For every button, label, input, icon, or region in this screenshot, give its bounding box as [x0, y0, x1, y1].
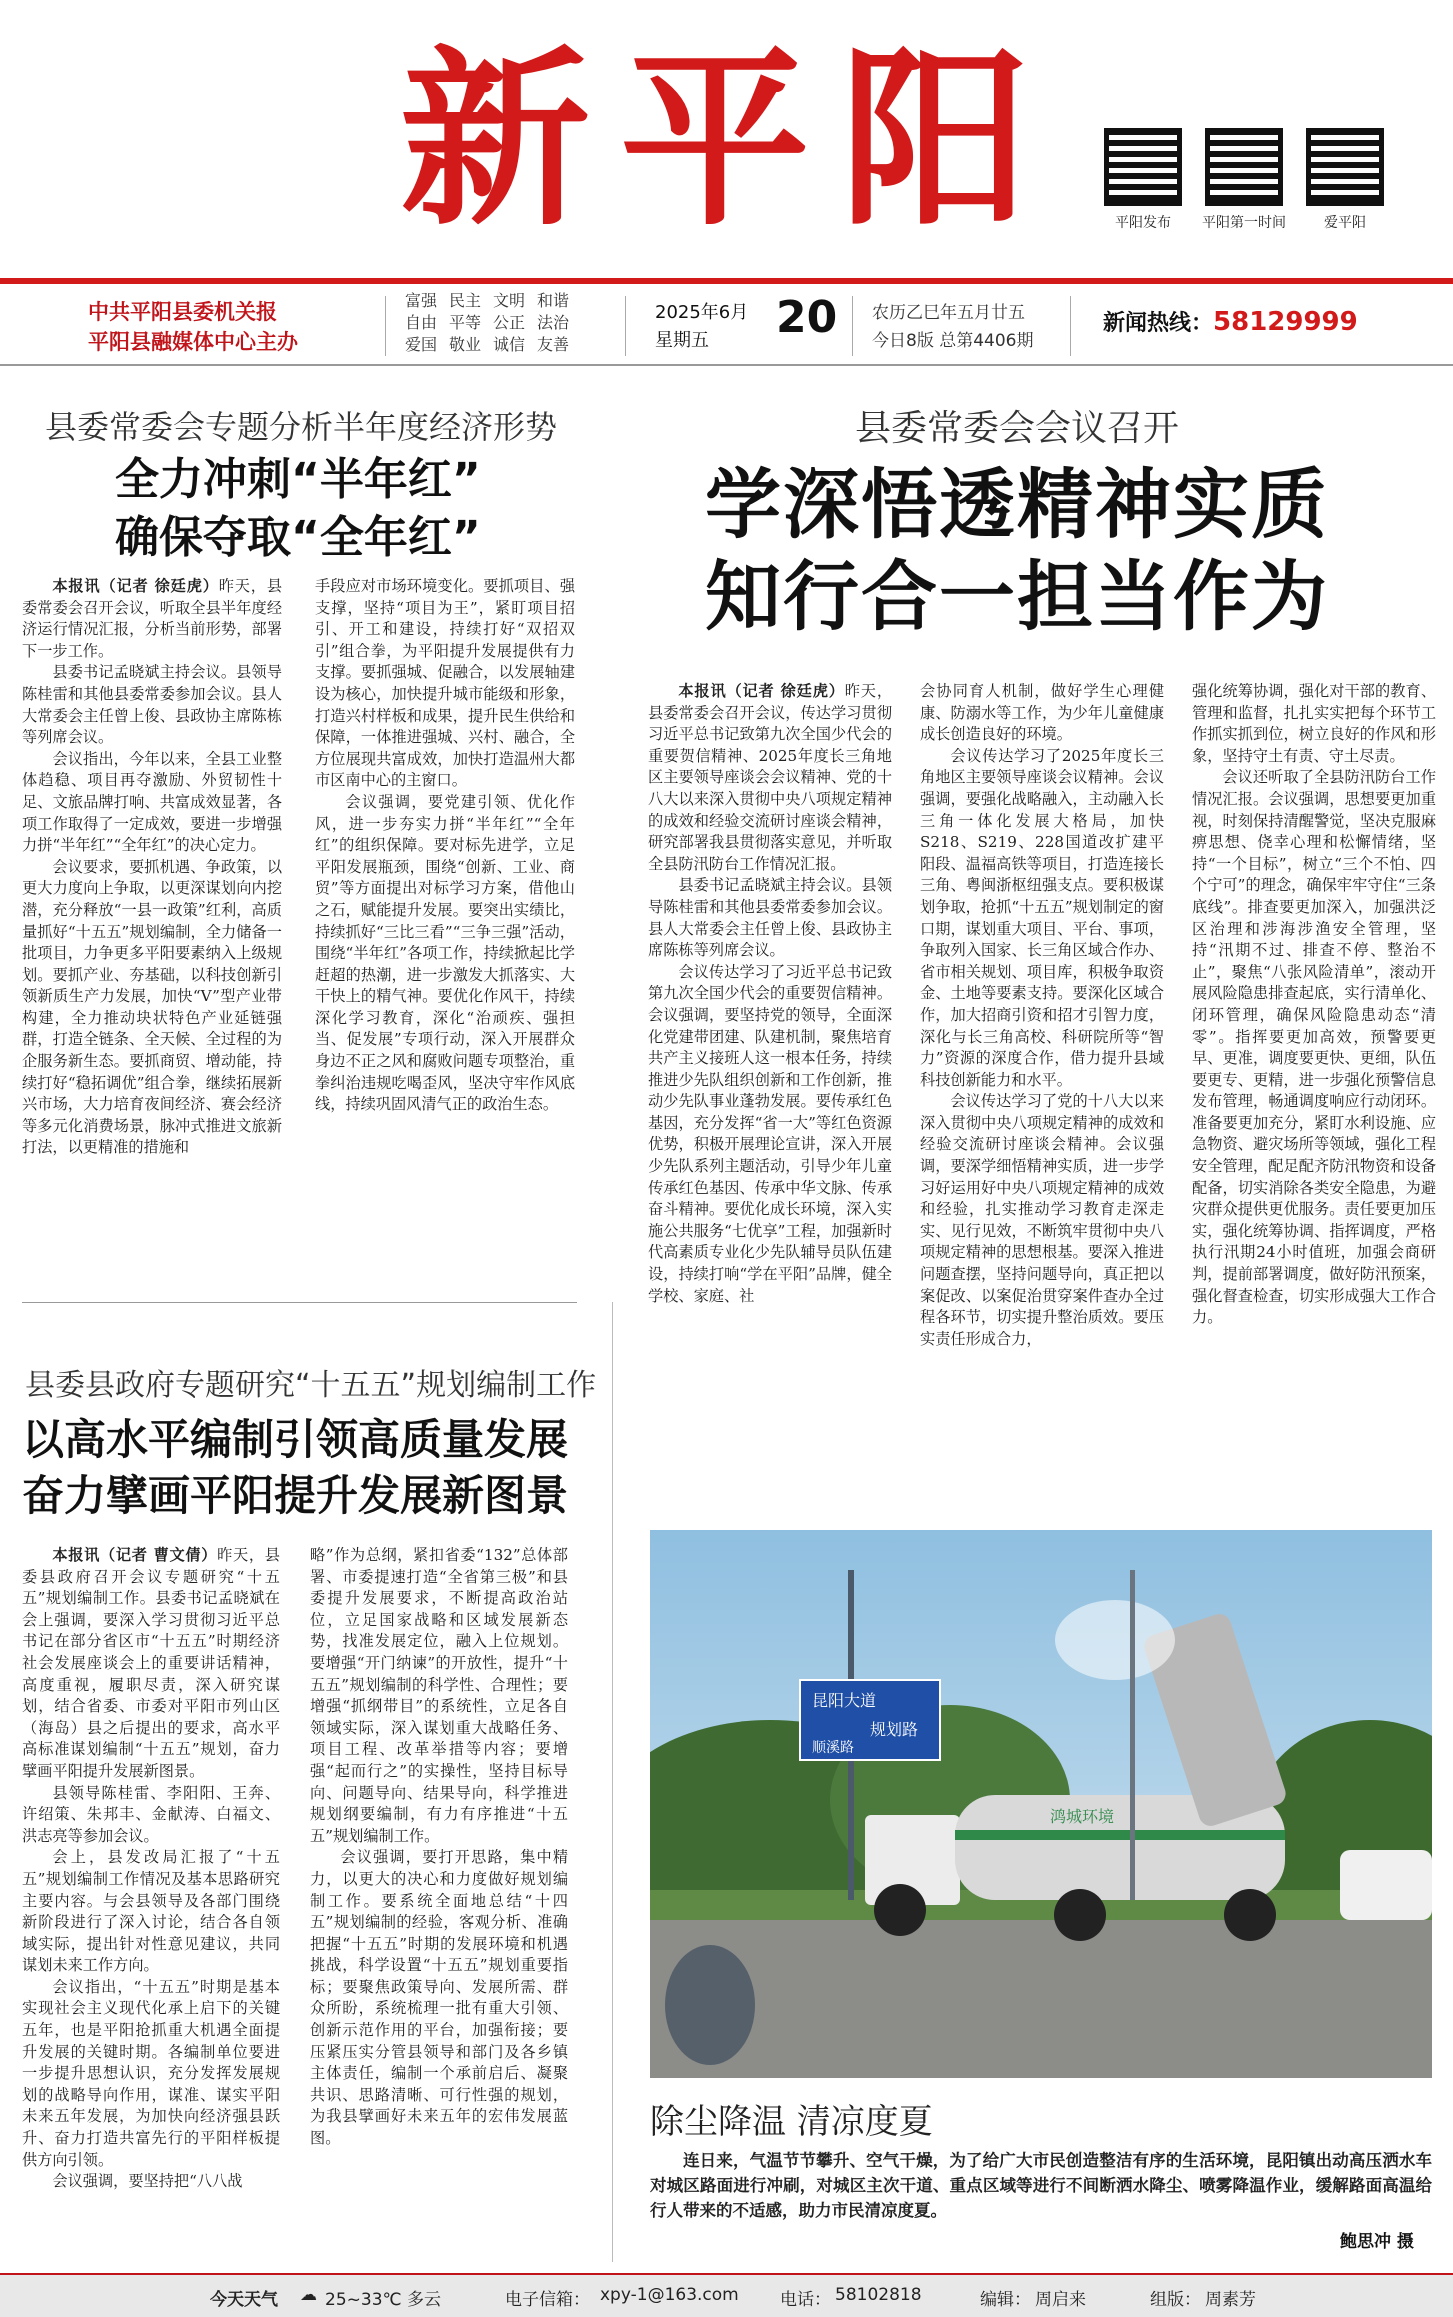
- value-word: 自由: [405, 313, 438, 332]
- paragraph: 县委书记孟晓斌主持会议。县领导陈桂雷和其他县委常委参加会议。县人大常委会主任曾上俊、县政协主席陈栋等列席会议。: [22, 663, 282, 747]
- photo-illustration: [650, 1530, 1432, 2078]
- paragraph: 会议还听取了全县防汛防台工作情况汇报。会议强调，思想要更加重视，时刻保持清醒警觉，坚决克服麻痹思想、侥幸心理和松懈情绪，坚持“一个目标”，树立“三个不怕、四个宁可”的理念，确保牢牢守住“三条底线”。排查要更加深入，加强洪泛区治理和涉海涉渔安全管理，坚持“汛期不过、排查不停、整治不止”，聚焦“八张风险清单”，滚动开展风险隐患排查起底，实行清单化、闭环管理，确保风险隐患动态“清零”。指挥要更加高效，预警要更早、更准，调度要更快、更细，队伍要更专、更精，进一步强化预警信息发布管理，畅通调度响应行动闭环。准备要更加充分，紧盯水利设施、应急物资、避灾场所等领域，强化工程安全管理，配足配齐防汛物资和设备配备，切实消除各类安全隐患，为避灾群众提供更优服务。责任要更加压实，强化统筹协调、指挥调度，严格执行汛期24小时值班，加强会商研判，提前部署调度，做好防汛预案，强化督查检查，切实形成强大工作合力。: [1192, 768, 1436, 1327]
- publisher-line-2: 平阳县融媒体中心主办: [88, 330, 298, 354]
- value-word: 友善: [537, 335, 570, 354]
- value-word: 和谐: [537, 291, 570, 310]
- qr-label: 平阳发布: [1115, 215, 1171, 231]
- article2-kicker: 县委常委会会议召开: [855, 408, 1180, 449]
- article2-column-3: [1192, 681, 1436, 1477]
- publisher-line-1: 中共平阳县委机关报: [88, 300, 277, 324]
- newspaper-title: 新平阳: [400, 28, 1061, 251]
- email-value: xpy-1@163.com: [600, 2285, 739, 2305]
- water-spray: [1055, 1600, 1175, 1680]
- sign-text-2: 规划路: [870, 1720, 919, 1739]
- divider: [625, 296, 626, 356]
- article3-headline-1: 以高水平编制引领高质量发展: [22, 1415, 569, 1464]
- lead-tag: 本报讯（记者 徐廷虎）: [678, 682, 845, 700]
- lead-tag: 本报讯（记者 曹文倩）: [52, 1546, 218, 1564]
- car: [1340, 1850, 1432, 1920]
- article1-column-1: [22, 576, 282, 1288]
- paragraph: 会议强调，要坚持把“八八战: [52, 2172, 243, 2191]
- article2-lead: [648, 681, 892, 875]
- paragraph: 县领导陈桂雷、李阳阳、王奔、许绍策、朱邦丰、金献涛、白福文、洪志亮等参加会议。: [22, 1783, 280, 1845]
- paragraph: 手段应对市场环境变化。要抓项目、强支撑，坚持“项目为王”，紧盯项目招引、开工和建设，持续打好“双招双引”组合拳，为平阳提升发展提供有力支撑。要抓强城、促融合，以发展轴建设为核心，加快提升城市能级和形象，打造兴村样板和成果，提升民生供给和保障，一体推进强城、兴村、融合，全方位展现共富成效，加快打造温州大都市区南中心的主窗口。: [315, 577, 575, 790]
- wheel-icon: [1054, 1889, 1106, 1941]
- qr-code-icon: [1306, 128, 1384, 206]
- article1-headline-2: 确保夺取“全年红”: [115, 512, 481, 563]
- email-label: 电子信箱：: [505, 2290, 590, 2310]
- wheel-icon: [874, 1884, 926, 1936]
- value-word: 民主: [449, 291, 482, 310]
- paragraph: 会议传达学习了党的十八大以来深入贯彻中央八项规定精神的成效和经验交流研讨座谈会精神。会议强调，要深学细悟精神实质，进一步学习好运用好中央八项规定精神的成效和经验，扎实推动学习教育走深走实、见行见效，不断筑牢贯彻中央八项规定精神的思想根基。要深入推进问题查摆，坚持问题导向，真正把以案促改、以案促治贯穿案件查办全过程各环节，切实提升整治质效。要压实责任形成合力，: [920, 1092, 1164, 1348]
- paragraph: 会协同育人机制，做好学生心理健康、防溺水等工作，为少年儿童健康成长创造良好的环境。: [920, 682, 1164, 744]
- article1-lead: [22, 576, 282, 662]
- value-word: 富强: [405, 291, 438, 310]
- divider: [385, 296, 386, 356]
- editor-value: 周启来: [1035, 2290, 1086, 2310]
- news-hotline: [1103, 306, 1358, 337]
- road: [650, 1910, 1432, 2078]
- paragraph: 昨天，县委县政府召开会议专题研究“十五五”规划编制工作。县委书记孟晓斌在会上强调，要深入学习贯彻习近平总书记在部分省区市“十五五”时期经济社会发展座谈会上的重要讲话精神，高度重视，履职尽责，深入研究谋划，结合省委、市委对平阳市列山区（海岛）县之后提出的要求，高水平高标准谋划编制“十五五”规划，奋力擘画平阳提升发展新图景。: [22, 1546, 280, 1780]
- core-values: [405, 290, 595, 356]
- lunar-date: 农历乙巳年五月廿五: [872, 303, 1025, 323]
- value-word: 诚信: [493, 335, 526, 354]
- sign-text-3: 顺溪路: [812, 1740, 854, 1756]
- paragraph: 略”作为总纲，紧扣省委“132”总体部署、市委提速打造“全省第三极”和县委提升发展要求，不断提高政治站位，立足国家战略和区域发展新态势，找准发展定位，融入上位规划。要增强“开门纳谏”的开放性，提升“十五五”规划编制的科学性、合理性；要增强“抓纲带目”的系统性，立足各自领域实际，深入谋划重大战略任务、项目工程、改革举措等内容；要增强“起而行之”的实操性，坚持目标导向、问题导向、结果导向，科学推进规划纲要编制，有力有序推进“十五五”规划编制工作。: [310, 1546, 568, 1845]
- paragraph: 会议传达学习了2025年度长三角地区主要领导座谈会议精神。会议强调，要强化战略融入，主动融入长三角一体化发展大格局，加快S218、S219、228国道改扩建平阳段、温福高铁等项目，打造连接长三角、粤闽浙枢纽强支点。要积极谋划争取，抢抓“十五五”规划制定的窗口期，谋划重大项目、平台、事项，争取列入国家、长三角区域合作办、省市相关规划、项目库，积极争取资金、土地等要素支持。要深化区域合作，加大招商引资和招才引智力度，深化与长三角高校、科研院所等“智力”资源的深度合作，借力提升县域科技创新能力和水平。: [920, 746, 1164, 1089]
- scooter-rider: [665, 1945, 755, 2065]
- article1-headline-1: 全力冲刺“半年红”: [115, 454, 481, 505]
- sign-text-1: 昆阳大道: [812, 1691, 877, 1710]
- paragraph: 会议指出，今年以来，全县工业整体趋稳、项目再夺激励、外贸韧性十足、文旅品牌打响、共富成效显著，各项工作取得了一定成效，要进一步增强力拼“半年红”“全年红”的决心定力。: [22, 749, 282, 855]
- value-word: 文明: [493, 291, 526, 310]
- qr-label: 平阳第一时间: [1202, 215, 1286, 231]
- article-separator: [22, 1302, 577, 1303]
- lamp-post: [1130, 1570, 1135, 1900]
- paragraph: 昨天，县委常委会召开会议，听取全县半年度经济运行情况汇报，分析当前形势，部署下一步工作。: [22, 577, 282, 660]
- date-day: 20: [776, 292, 838, 343]
- qr-code-first-time[interactable]: [1194, 128, 1294, 232]
- article2-column-1: [648, 681, 892, 1477]
- hotline-number: 58129999: [1213, 307, 1358, 337]
- hotline-label: 新闻热线：: [1103, 311, 1214, 336]
- phone-label: 电话：: [780, 2290, 831, 2310]
- qr-code-ai-pingyang[interactable]: [1295, 128, 1395, 232]
- value-word: 法治: [537, 313, 570, 332]
- date-weekday: 星期五: [655, 330, 709, 351]
- qr-code-icon: [1104, 128, 1182, 206]
- truck-brand: 鸿城环境: [1050, 1807, 1115, 1826]
- paragraph: 会议强调，要党建引领、优化作风，进一步夯实力拼“半年红”“全年红”的组织保障。要对标先进学，立足平阳发展瓶颈，围绕“创新、工业、商贸”等方面提出对标学习方案，借他山之石，赋能提升发展。要突出实绩比，持续抓好“三比三看”“三争三强”活动，围绕“半年红”各项工作，持续掀起比学赶超的热潮，进一步激发大抓落实、大干快上的精气神。要优化作风干，持续深化学习教育，深化“治顽疾、强担当、促发展”专项行动，深入开展群众身边不正之风和腐败问题专项整治，重拳纠治违规吃喝歪风，坚决守牢作风底线，持续巩固风清气正的政治生态。: [315, 792, 575, 1114]
- paragraph: 会议传达学习了习近平总书记致第九次全国少代会的重要贺信精神。会议强调，要坚持党的领导，全面深化党建带团建、队建机制，聚焦培育共产主义接班人这一根本任务，持续推进少先队组织创新和工作创新，推动少先队事业蓬勃发展。要传承红色基因，充分发挥“省一大”等红色资源优势，积极开展理论宣讲，深入开展少先队系列主题活动，引导少年儿童传承红色基因、传承中华文脉、传承奋斗精神。要优化成长环境，深入实施公共服务“七优享”工程，加强新时代高素质专业化少先队辅导员队伍建设，持续打响“学在平阳”品牌，健全学校、家庭、社: [648, 962, 892, 1305]
- article3-column-1: [22, 1545, 280, 2263]
- photo-byline: 鲍思冲 摄: [1340, 2232, 1414, 2252]
- paragraph: 会议强调，要打开思路，集中精力，以更大的决心和力度做好规划编制工作。要系统全面地总结“十四五”规划编制的经验，客观分析、准确把握“十五五”时期的发展环境和机遇挑战，科学设置“十五五”规划重要指标；要聚焦政策导向、发展所需、群众所盼，系统梳理一批有重大引领、创新示范作用的平台，加强衔接；要压紧压实分管县领导和部门及各乡镇主体责任，编制一个承前启后、凝聚共识、思路清晰、可行性强的规划，为我县擘画好未来五年的宏伟发展蓝图。: [310, 1848, 568, 2148]
- article2-headline-2: 知行合一担当作为: [705, 552, 1329, 641]
- layout-label: 组版：: [1150, 2290, 1201, 2310]
- paragraph: 强化统筹协调，强化对干部的教育、管理和监督，扎扎实实把每个环节工作抓实抓到位，树立良好的作风和形象，坚持守土有责、守土尽责。: [1192, 682, 1436, 765]
- paragraph: 会议指出，“十五五”时期是基本实现社会主义现代化承上启下的关键五年，也是平阳抢抓重大机遇全面提升发展的关键时期。各编制单位要进一步提升思想认识，充分发挥发展规划的战略导向作用，谋准、谋实平阳未来五年发展，为加快向经济强县跃升、奋力打造共富先行的平阳样板提供方向引领。: [22, 1977, 280, 2169]
- value-word: 公正: [493, 313, 526, 332]
- weather-label: 今天天气: [210, 2290, 278, 2310]
- paragraph: 县委书记孟晓斌主持会议。县领导陈桂雷和其他县委常委参加会议。县人大常委会主任曾上俊、县政协主席陈栋等列席会议。: [648, 876, 892, 960]
- article3-column-2: [310, 1545, 568, 2263]
- article2-headline-1: 学深悟透精神实质: [705, 460, 1329, 549]
- value-word: 敬业: [449, 335, 482, 354]
- divider: [852, 296, 853, 356]
- weather-value: 25~33℃ 多云: [325, 2290, 442, 2310]
- issue-info: 今日8版 总第4406期: [872, 331, 1034, 351]
- phone-value: 58102818: [835, 2285, 922, 2305]
- paragraph: 会上，县发改局汇报了“十五五”规划编制工作情况及基本思路研究主要内容。与会县领导及各部门围绕新阶段进行了深入讨论，结合各自领域实际，提出针对性意见建议，共同谋划未来工作方向。: [22, 1848, 280, 1975]
- article1-column-2: [315, 576, 575, 1288]
- photo-caption-body: 连日来，气温节节攀升、空气干燥，为了给广大市民创造整洁有序的生活环境，昆阳镇出动高压洒水车对城区路面进行冲刷，对城区主次干道、重点区域等进行不间断洒水降尘、喷雾降温作业，缓解路面高温给行人带来的不适感，助力市民清凉度夏。: [650, 2151, 1432, 2220]
- article2-column-2: [920, 681, 1164, 1477]
- paragraph: 会议要求，要抓机遇、争政策，以更大力度向上争取，以更深谋划向内挖潜，充分释放“一县一政策”红利，高质量抓好“十五五”规划编制，全力储备一批项目，力争更多平阳要素纳入上级规划。要抓产业、夯基础，以科技创新引领新质生产力发展，加快“V”型产业带构建，全力推动块状特色产业延链强群，打造全链条、全天候、全过程的为企服务新生态。要抓商贸、增动能，持续打好“稳拓调优”组合拳，继续拓展新兴市场，大力培育夜间经济、赛会经济等多元化消费场景，脉冲式推进文旅新打法，以更精准的措施和: [22, 857, 282, 1157]
- editor-label: 编辑：: [980, 2290, 1031, 2310]
- value-word: 平等: [449, 313, 482, 332]
- value-word: 爱国: [405, 335, 438, 354]
- qr-code-pingyang-fabu[interactable]: [1093, 128, 1193, 232]
- article3-lead: [22, 1545, 280, 1783]
- article3-headline-2: 奋力擘画平阳提升发展新图景: [22, 1471, 569, 1520]
- article3-kicker: 县委县政府专题研究“十五五”规划编制工作: [25, 1368, 597, 1403]
- qr-code-icon: [1205, 128, 1283, 206]
- paragraph: 昨天，县委常委会召开会议，传达学习贯彻习近平总书记致第九次全国少代会的重要贺信精神、2025年度长三角地区主要领导座谈会会议精神、党的十八大以来深入贯彻中央八项规定精神的成效和经验交流研讨座谈会精神，研究部署我县贯彻落实意见，并听取全县防汛防台工作情况汇报。: [648, 682, 892, 873]
- news-photo: [650, 1530, 1432, 2078]
- date-month: 2025年6月: [655, 302, 749, 323]
- divider: [1070, 296, 1071, 356]
- masthead: [0, 0, 1453, 275]
- qr-label: 爱平阳: [1324, 215, 1366, 231]
- layout-value: 周素芳: [1205, 2290, 1256, 2310]
- wheel-icon: [1224, 1889, 1276, 1941]
- article1-kicker: 县委常委会专题分析半年度经济形势: [45, 408, 558, 446]
- footer-bar: [0, 2273, 1453, 2317]
- lead-tag: 本报讯（记者 徐廷虎）: [52, 577, 219, 595]
- weather-icon: ☁: [300, 2285, 317, 2305]
- column-divider: [612, 1302, 613, 2262]
- photo-caption-title: 除尘降温 清凉度夏: [650, 2102, 933, 2142]
